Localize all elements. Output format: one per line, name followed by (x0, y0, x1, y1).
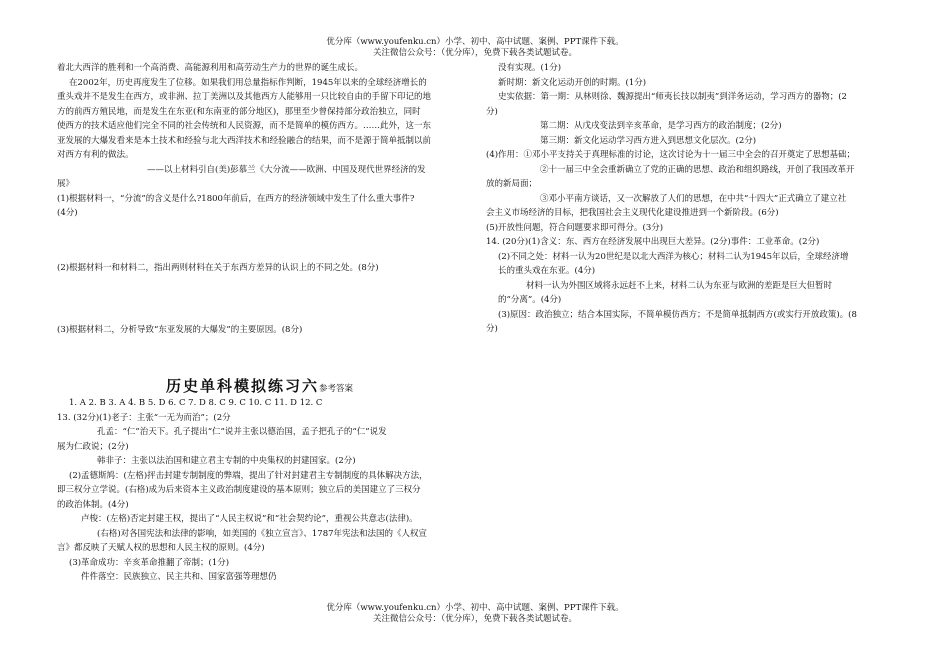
footer-line-1: 优分库（www.youfenku.cn）小学、初中、高中试题、案例、PPT课件下载。 (326, 603, 624, 613)
answer-line: 会主义市场经济的目标，把我国社会主义现代化建设推进到一个新阶段。(6分) (486, 208, 779, 218)
citation: ——以上材料引自(美)彭慕兰《大分流——欧洲、中国及现代世界经济的发 (147, 164, 426, 175)
passage-line: 在2002年，历史再度发生了位移。如果我们用总量指标作判断，1945年以来的全球经济增长的 (69, 77, 427, 88)
answer-line: 第三期：新文化运动学习西方进入到思想文化层次。(2分) (540, 135, 757, 146)
answer-line: 13. (32分)(1)老子：主张“一无为而治”；(2分 (57, 412, 231, 423)
answer-line: (5)开放性问题，符合问题要求即可得分。(3分) (486, 222, 664, 233)
answer-title (57, 376, 462, 397)
passage-line: 方的前西方殖民地，而是发生在东亚(和东南亚的部分地区)，那里至少曾保持部分政治独立，同时 (57, 106, 421, 117)
question-1: (4分) (57, 208, 78, 218)
citation: 展》 (57, 179, 75, 189)
page-title: 历史单科模拟练习六 (165, 376, 319, 395)
passage-line: 使西方的技术适应他们完全不同的社会传统和人民资源，而不是简单的模仿西方。……此外，这一东 (57, 121, 432, 131)
page-header (0, 37, 950, 59)
answer-line: (4)作用：①邓小平支持关于真理标准的讨论，这次讨论为十一届三中全会的召开奠定了思想基础； (486, 150, 856, 160)
footer-line-2: 关注微信公众号：（优分库），免费下载各类试题试卷。 (372, 614, 577, 624)
answer-line: ③邓小平南方谈话，又一次解放了人们的思想，在中共“十四大”正式确立了建立社 (540, 193, 847, 204)
answer-line: 卢梭：(左格)否定封建王权，提出了“人民主权说”和“社会契约论”，重视公共意志(法律)。 (81, 514, 418, 524)
answer-line: 新时期：新文化运动开创的时期。(1分) (498, 77, 647, 88)
answer-line: 长的重头戏在东亚。(4分) (498, 266, 596, 276)
answer-line: 展为仁政说；(2分) (57, 441, 129, 452)
question-1: (1)根据材料一，“分流”的含义是什么?1800年前后，在西方的经济领域中发生了什么重大事件? (57, 193, 415, 204)
answer-line: (3)革命成功：辛亥革命推翻了帝制；(1分) (69, 557, 230, 568)
answer-line: 14. (20分)(1)含义：东、西方在经济发展中出现巨大差异。(2分)事件：工业革命。(2分) (486, 237, 820, 247)
answer-line: 放的新局面； (486, 179, 538, 189)
answer-line: 分) (486, 106, 498, 117)
answer-line: 的政治体制。(4分) (57, 499, 129, 510)
title-suffix: 参考答案 (319, 383, 354, 394)
question-3: (3)根据材料二，分析导致“东亚发展的大爆发”的主要原因。(8分) (57, 325, 303, 335)
answer-line: (2)不同之处：材料一认为20世纪是以北大西洋为核心；材料二认为1945年以后，全球经济增 (498, 251, 849, 262)
header-line-2: 关注微信公众号：（优分库），免费下载各类试题试卷。 (372, 48, 577, 58)
passage-line: 着北大西洋的胜利和一个高消费、高能源利用和高劳动生产力的世界的诞生成长。 (57, 63, 364, 73)
answer-line: 韩非子：主张以法治国和建立君主专制的中央集权的封建国家。(2分) (97, 456, 356, 466)
answer-line: 孔孟：“仁”治天下。孔子提出“仁”说并主张以德治国，孟子把孔子的“仁”说发 (97, 427, 387, 437)
answer-line: (2)孟德斯鸠：(左格)抨击封建专制制度的弊端，提出了针对封建君主专制制度的具体解决方法， (69, 470, 428, 481)
answer-line: 没有实现。(1分) (498, 63, 562, 73)
answer-line: 件件落空：民族独立、民主共和、国家富强等理想仍 (81, 572, 277, 582)
mc-answers: 1. A 2. B 3. A 4. B 5. D 6. C 7. D 8. C 9. C 10. C 11. D 12. C (69, 398, 323, 408)
answer-line: 分) (486, 324, 498, 334)
header-line-1: 优分库（www.youfenku.cn）小学、初中、高中试题、案例、PPT课件下载。 (326, 37, 624, 47)
answer-line: 的“分离”。(4分) (498, 295, 562, 305)
answer-line: (右格)对各国宪法和法律的影响，如美国的《独立宣言》、1787年宪法和法国的《人权宣 (97, 528, 428, 539)
question-2: (2)根据材料一和材料二，指出两则材料在关于东西方差异的认识上的不同之处。(8分) (57, 262, 379, 273)
answer-line: 第二期：从戊戌变法到辛亥革命，是学习西方的政治制度；(2分) (540, 121, 782, 131)
page-footer (0, 603, 950, 625)
answer-line: ②十一届三中全会重新确立了党的正确的思想、政治和组织路线，开创了我国改革开 (540, 164, 855, 175)
right-column (486, 61, 906, 337)
answer-line: 言》都反映了天赋人权的思想和人民主权的原则。(4分) (57, 543, 265, 553)
left-column (57, 61, 462, 585)
passage-line: 对西方有利的做法。 (57, 150, 134, 160)
answer-line: 材料一认为外围区域将永远赶不上来，材料二认为东亚与欧洲的差距是巨大但暂时 (526, 280, 833, 291)
answer-line: (3)原因：政治独立；结合本国实际，不简单模仿西方；不是简单抵制西方(或实行开放政策)。(8 (498, 309, 857, 320)
answer-line: 即三权分立学说。(右格)成为后来资本主义政治制度建设的基本原则；独立后的美国建立了三权分 (57, 485, 421, 495)
passage-line: 重头戏并不是发生在西方，或非洲、拉丁美洲以及其他西方人能够用一只比较自由的手留下印记的地 (57, 92, 432, 102)
answer-line: 史实依据：第一期：从林则徐、魏源提出“师夷长技以制夷”到洋务运动，学习西方的器物；(2 (498, 92, 847, 102)
passage-line: 亚发展的大爆发看来是本土技术和经验与北大西洋技术和经验融合的结果，而不是源于简单抵制以前 (57, 135, 432, 146)
